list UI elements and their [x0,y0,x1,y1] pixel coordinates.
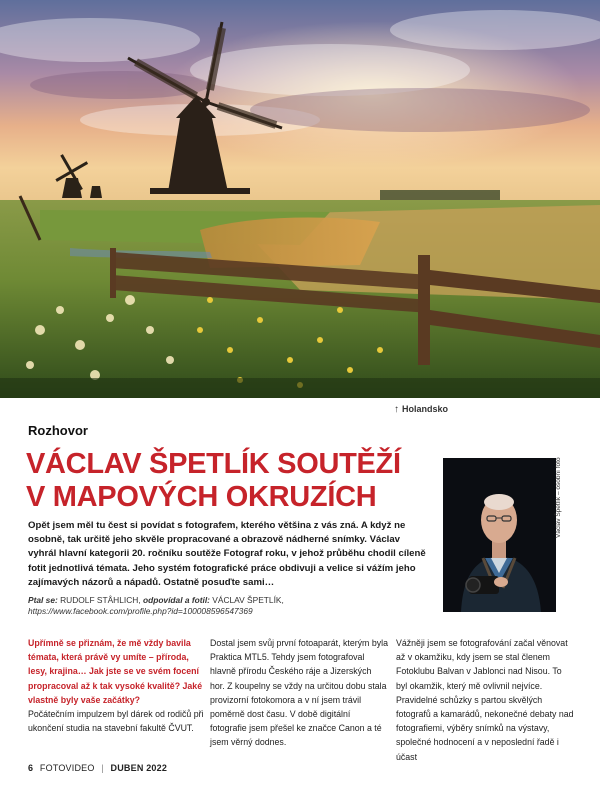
footer-divider: | [101,763,104,773]
credits-photographer: VÁCLAV ŠPETLÍK, [212,595,284,605]
section-label: Rozhovor [28,423,88,438]
photo-caption: ↑ Holandsko [394,404,449,415]
column-2 [210,636,388,750]
page-number: 6 [28,763,34,773]
page-footer [28,763,167,773]
article-lead: Opět jsem měl tu čest si povídat s fotografem, kterého většina z vás zná. A když ne osobně, tak určitě jeho skvěle propracované a obrazově nádherné snímky. Václav vyhrál hlavní kategorii 20. ročníku soutěže Fotograf roku, v jehož průběhu chodil cíleně fotit jednotlivá témata. Jeho systém fotografické práce obdivuji a velice si vážím jeho zajímavých názorů a nápadů. Ostatně posuďte sami… [28,520,426,588]
article-headline [26,448,436,514]
portrait-caption: Václav Špetlík – osobní foto [555,457,562,538]
headline-line-2: V MAPOVÝCH OKRUZÍCH [26,481,377,513]
interview-answer-continued-2: Vážněji jsem se fotografování začal věnovat až v okamžiku, kdy jsem se stal členem Fotoklubu Balvan v Jablonci nad Nisou. To byl okamžik, který mě ovlivnil nejvíce. Pravidelné schůzky s partou skvělých fotografů a kamarádů, nekonečné debaty nad fotografiemi, výběry snímků na výstavy, společné hodnocení a v neposlední řadě i účast [396,638,574,762]
column-1 [28,636,206,735]
interview-answer-start: Počátečním impulzem byl dárek od rodičů při ukončení studia na stavební fakultě ČVUT. [28,709,204,734]
interview-answer-continued: Dostal jsem svůj první fotoaparát, kterým byla Praktica MTL5. Tehdy jsem fotografoval hlavně přírodu Českého ráje a Jizerských hor. Z koupelny se vždy na určitou dobu stala provizorní fotokomora a v ní jsem trávil poměrně dost času. V době digitální fotografie jsem přešel ke značce Canon a té jsem věrný dodnes. [210,638,388,748]
article-credits [28,595,430,617]
credits-author: RUDOLF STÅHLICH, [60,595,141,605]
issue-date: DUBEN 2022 [110,763,168,773]
arrow-up-icon: ↑ [394,404,399,415]
credits-author-label: Ptal se: [28,595,58,605]
credits-url-link[interactable]: https://www.facebook.com/profile.php?id=100008596547369 [28,606,253,616]
portrait-photo [443,458,556,612]
interview-question: Upřímně se přiznám, že mě vždy bavila témata, která právě vy umíte – příroda, lesy, krajina… Jak jste se ve svém focení propracoval až k tak vysoké kvalitě? Jaké vlastně byly vaše začátky? [28,638,203,705]
headline-line-1: VÁCLAV ŠPETLÍK SOUTĚŽÍ [26,448,401,480]
magazine-name: FOTOVIDEO [39,763,95,773]
credits-photo-label: odpovídal a fotil: [142,595,210,605]
column-3 [396,636,574,764]
